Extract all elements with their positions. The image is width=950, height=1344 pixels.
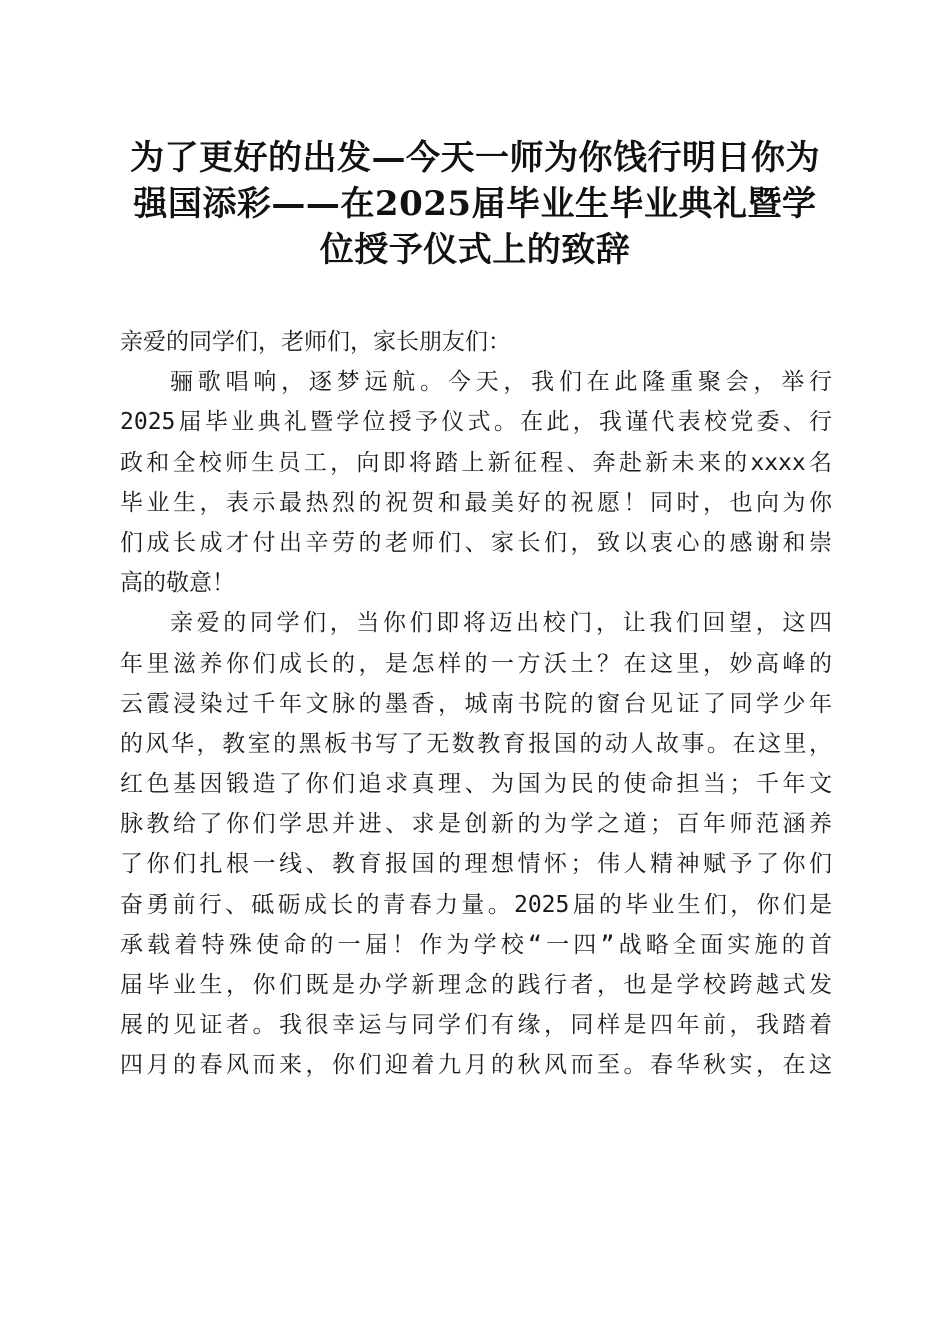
paragraph-1 [120, 362, 832, 603]
document-body [120, 322, 832, 1086]
paragraph-line: 了你们扎根一线、教育报国的理想情怀；伟人精神赋予了你们 [120, 851, 832, 878]
paragraph-line: 奋勇前行、砥砺成长的青春力量。2025届的毕业生们，你们是 [120, 891, 832, 918]
paragraph-line: 承载着特殊使命的一届！作为学校“一四”战略全面实施的首 [120, 931, 832, 958]
document-title [100, 135, 850, 273]
title-line: 为了更好的出发—今天一师为你饯行明日你为 [130, 138, 820, 178]
paragraph-line: 四月的春风而来，你们迎着九月的秋风而至。春华秋实，在这 [120, 1052, 832, 1079]
paragraph-line: 的风华，教室的黑板书写了无数教育报国的动人故事。在这里， [120, 730, 832, 757]
title-line: 位授予仪式上的致辞 [319, 230, 631, 270]
paragraph-line: 高的敬意！ [120, 570, 235, 597]
paragraph-line: 云霞浸染过千年文脉的墨香，城南书院的窗台见证了同学少年 [120, 690, 832, 717]
paragraph-line: 们成长成才付出辛劳的老师们、家长们，致以衷心的感谢和崇 [120, 529, 832, 556]
paragraph-line: 毕业生，表示最热烈的祝贺和最美好的祝愿！同时，也向为你 [120, 489, 832, 516]
paragraph-line: 脉教给了你们学思并进、求是创新的为学之道；百年师范涵养 [120, 811, 832, 838]
paragraph-line: 展的见证者。我很幸运与同学们有缘，同样是四年前，我踏着 [120, 1012, 832, 1039]
title-line: 强国添彩——在2025届毕业生毕业典礼暨学 [133, 184, 817, 224]
paragraph-line: 2025届毕业典礼暨学位授予仪式。在此，我谨代表校党委、行 [120, 409, 832, 436]
paragraph-line: 政和全校师生员工，向即将踏上新征程、奔赴新未来的xxxx名 [120, 449, 832, 476]
paragraph-line: 届毕业生，你们既是办学新理念的践行者，也是学校跨越式发 [120, 972, 832, 998]
paragraph-line: 骊歌唱响，逐梦远航。今天，我们在此隆重聚会，举行 [170, 369, 832, 396]
greeting: 亲爱的同学们，老师们，家长朋友们： [120, 329, 511, 355]
paragraph-line: 亲爱的同学们，当你们即将迈出校门，让我们回望，这四 [170, 610, 832, 637]
paragraph-line: 年里滋养你们成长的，是怎样的一方沃土？在这里，妙高峰的 [120, 650, 832, 677]
paragraph-line: 红色基因锻造了你们追求真理、为国为民的使命担当；千年文 [120, 771, 832, 798]
paragraph-2 [120, 603, 832, 1085]
